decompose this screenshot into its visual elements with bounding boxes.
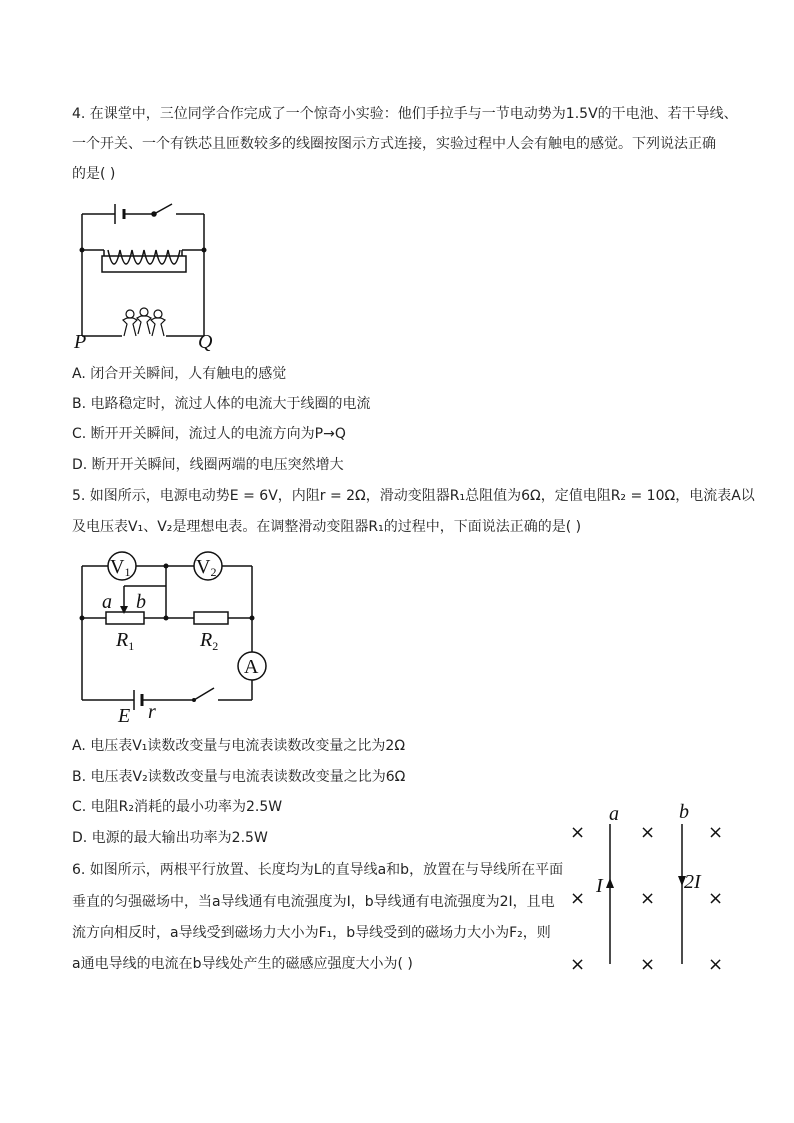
label-wire-a: a [609, 803, 619, 825]
svg-text:×: × [640, 954, 656, 975]
q5-circuit-figure [72, 548, 272, 724]
current-up-arrow-icon [606, 878, 614, 888]
svg-text:×: × [570, 888, 586, 909]
q4-option-a: A. 闭合开关瞬间，人有触电的感觉 [72, 366, 287, 382]
q5-stem-line-2: 及电压表V₁、V₂是理想电表。在调整滑动变阻器R₁的过程中，下面说法正确的是( ) [72, 519, 582, 535]
slider-arrow-icon [120, 606, 128, 614]
label-emf: E [118, 705, 131, 724]
q5-option-a: A. 电压表V₁读数改变量与电流表读数改变量之比为2Ω [72, 738, 406, 754]
q4-option-b: B. 电路稳定时，流过人体的电流大于线圈的电流 [72, 396, 371, 412]
svg-text:×: × [708, 888, 724, 909]
label-q: Q [198, 331, 213, 352]
label-wire-b: b [679, 802, 689, 823]
label-internal-r: r [148, 701, 156, 723]
label-current-b: 2I [684, 871, 701, 893]
q4-circuit-figure [72, 196, 222, 352]
svg-text:×: × [708, 822, 724, 843]
q5-option-b: B. 电压表V₂读数改变量与电流表读数改变量之比为6Ω [72, 769, 406, 785]
svg-text:×: × [570, 822, 586, 843]
resistor-r2-icon [194, 612, 228, 624]
q4-stem-line-3: 的是( ) [72, 166, 116, 182]
label-ammeter: A [244, 656, 259, 678]
label-b: b [136, 591, 146, 613]
label-p: P [74, 331, 87, 352]
q4-stem-line-1: 4. 在课堂中，三位同学合作完成了一个惊奇小实验：他们手拉手与一节电动势为1.5V的干电池、若干导线、 [72, 106, 738, 122]
label-v1: V1 [110, 556, 131, 579]
label-a: a [102, 591, 112, 613]
q6-stem-line-1: 6. 如图所示，两根平行放置、长度均为L的直导线a和b，放置在与导线所在平面 [72, 862, 564, 878]
q6-stem-line-4: a通电导线的电流在b导线处产生的磁感应强度大小为( ) [72, 956, 413, 972]
svg-text:×: × [640, 888, 656, 909]
label-v2: V2 [196, 556, 217, 579]
label-r1: $R_1$ [116, 629, 135, 653]
people-icon [123, 308, 165, 336]
q5-stem-line-1: 5. 如图所示，电源电动势E = 6V，内阻r = 2Ω，滑动变阻器R₁总阻值为6Ω，定值电阻R₂ = 10Ω，电流表A以 [72, 488, 755, 504]
svg-text:×: × [570, 954, 586, 975]
svg-text:×: × [708, 954, 724, 975]
q4-option-c: C. 断开开关瞬间，流过人的电流方向为P→Q [72, 426, 346, 442]
svg-text:×: × [640, 822, 656, 843]
resistor-r1-icon [106, 612, 144, 624]
label-current-a: I [596, 875, 603, 897]
label-r2: $R_2$ [200, 629, 219, 653]
q5-option-c: C. 电阻R₂消耗的最小功率为2.5W [72, 799, 283, 815]
q4-option-d: D. 断开开关瞬间，线圈两端的电压突然增大 [72, 457, 344, 473]
field-mark-icons [570, 822, 723, 975]
q4-stem-line-2: 一个开关、一个有铁芯且匝数较多的线圈按图示方式连接，实验过程中人会有触电的感觉。下列说法正确 [72, 136, 716, 152]
q6-magnetic-field-figure [560, 802, 730, 978]
q6-stem-line-2: 垂直的匀强磁场中，当a导线通有电流强度为I，b导线通有电流强度为2I，且电 [72, 894, 555, 910]
q5-option-d: D. 电源的最大输出功率为2.5W [72, 830, 268, 846]
q6-stem-line-3: 流方向相反时，a导线受到磁场力大小为F₁，b导线受到的磁场力大小为F₂，则 [72, 925, 551, 941]
